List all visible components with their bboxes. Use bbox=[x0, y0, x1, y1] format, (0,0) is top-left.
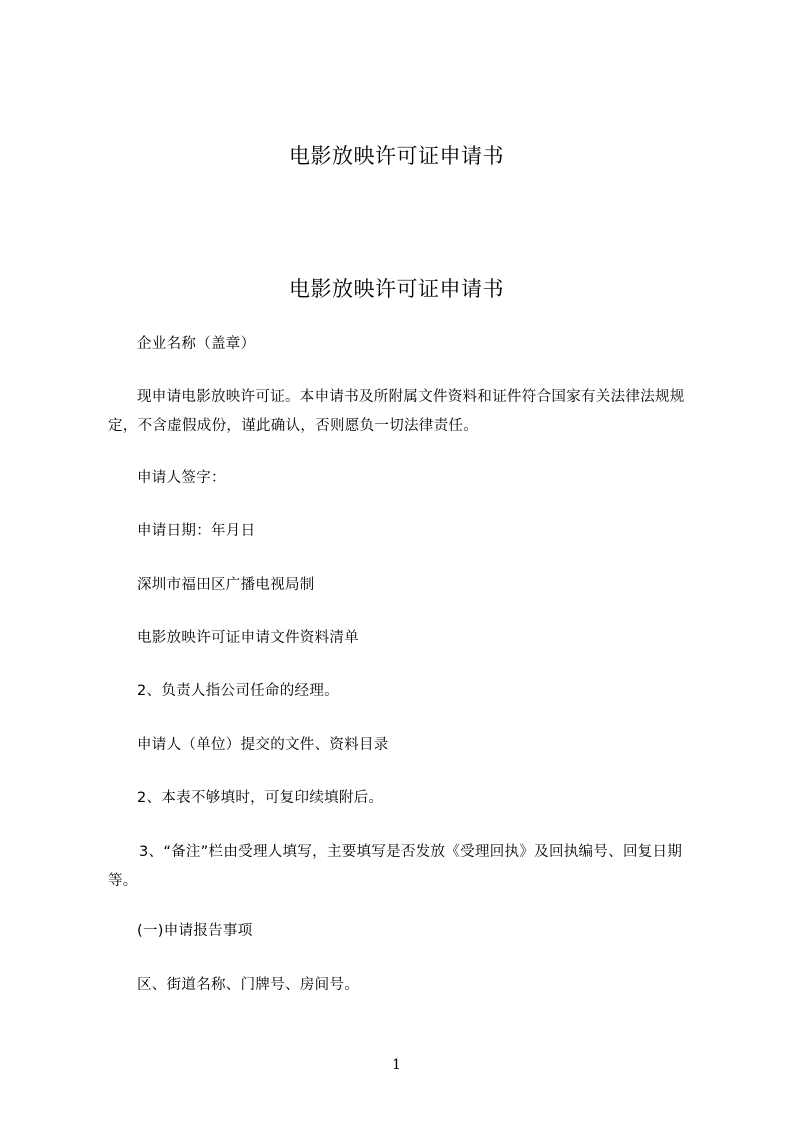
application-date-label: 申请日期：年月日 bbox=[137, 523, 256, 539]
section-one-heading: (一)申请报告事项 bbox=[137, 923, 253, 939]
note-remarks-column: 3、“备注”栏由受理人填写，主要填写是否发放《受理回执》及回执编号、回复日期等。 bbox=[108, 844, 683, 889]
submitted-docs-title: 申请人（单位）提交的文件、资料目录 bbox=[137, 737, 389, 753]
note-manager: 2、负责人指公司任命的经理。 bbox=[137, 683, 339, 699]
issuer-line: 深圳市福田区广播电视局制 bbox=[137, 577, 315, 593]
main-title: 电影放映许可证申请书 bbox=[289, 277, 504, 301]
note-table-continuation: 2、本表不够填时，可复印续填附后。 bbox=[137, 790, 384, 806]
cover-title: 电影放映许可证申请书 bbox=[289, 144, 504, 168]
company-name-label: 企业名称（盖章） bbox=[137, 336, 256, 352]
applicant-signature-label: 申请人签字： bbox=[137, 470, 226, 486]
address-items: 区、街道名称、门牌号、房间号。 bbox=[137, 977, 359, 993]
declaration-paragraph: 现申请电影放映许可证。本申请书及所附属文件资料和证件符合国家有关法律法规规定，不含虚假成份，谨此确认，否则愿负一切法律责任。 bbox=[108, 389, 685, 434]
page-number: 1 bbox=[392, 1057, 401, 1073]
checklist-title: 电影放映许可证申请文件资料清单 bbox=[137, 630, 359, 646]
